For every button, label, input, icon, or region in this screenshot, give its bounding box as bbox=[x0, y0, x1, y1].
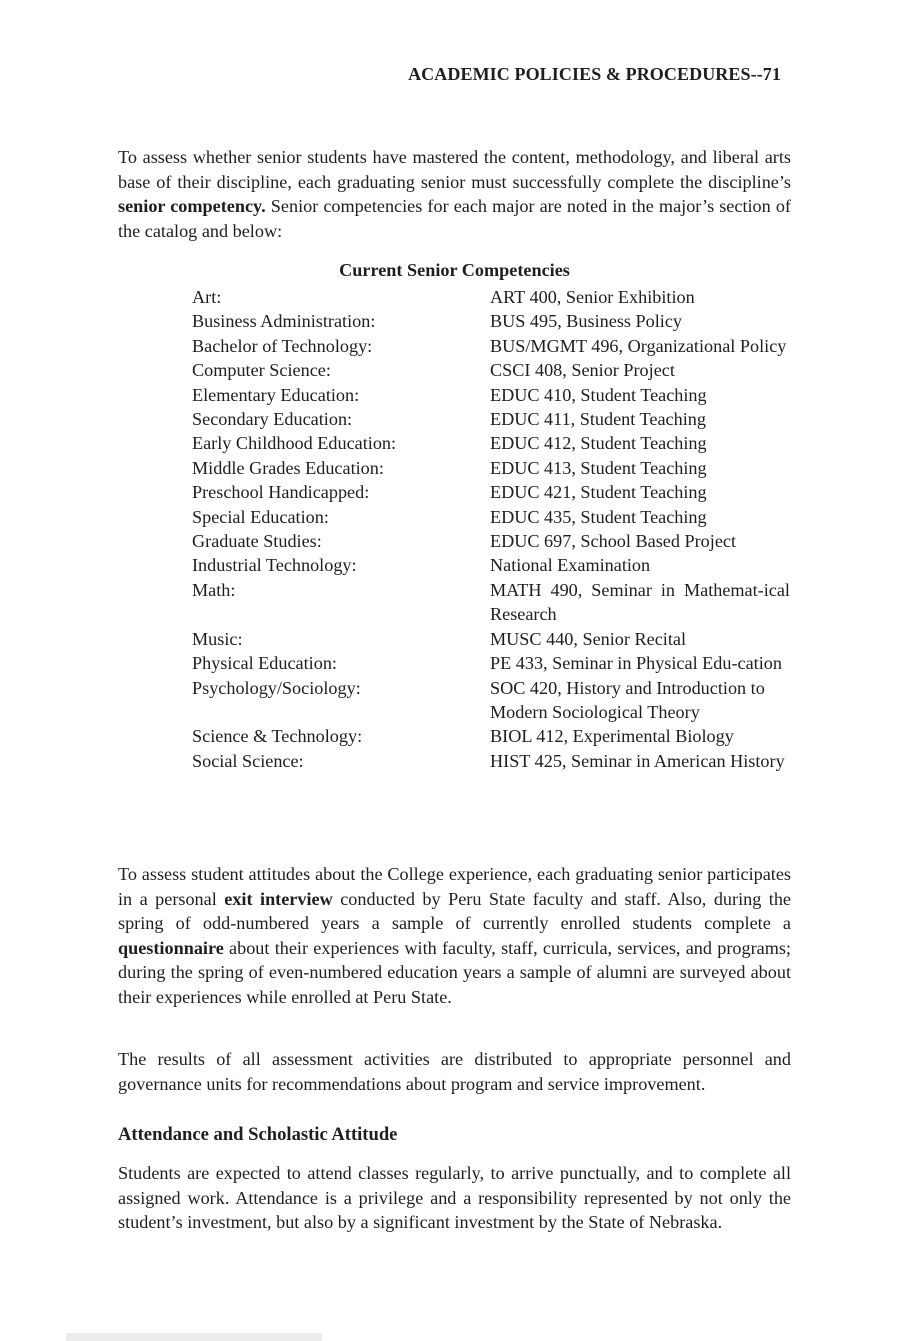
competency-row bbox=[192, 676, 792, 725]
competency-field: Music: bbox=[192, 628, 243, 649]
competency-row bbox=[192, 480, 792, 504]
competency-field: Middle Grades Education: bbox=[192, 457, 384, 478]
competency-requirement: HIST 425, Seminar in American History bbox=[490, 750, 785, 771]
scan-edge-mark bbox=[66, 1333, 322, 1341]
competency-row bbox=[192, 553, 792, 577]
competency-row bbox=[192, 407, 792, 431]
competency-field: Art: bbox=[192, 287, 222, 307]
senior-competency-paragraph bbox=[118, 145, 791, 243]
competency-field: Graduate Studies: bbox=[192, 531, 322, 552]
competency-field: Secondary Education: bbox=[192, 409, 353, 430]
competency-requirement: EDUC 421, Student Teaching bbox=[490, 482, 707, 503]
competency-field: Math: bbox=[192, 579, 236, 600]
competency-requirement: EDUC 412, Student Teaching bbox=[490, 433, 707, 454]
competency-requirement: EDUC 411, Student Teaching bbox=[490, 409, 706, 430]
competency-requirement: EDUC 697, School Based Project bbox=[490, 531, 737, 552]
competency-requirement: EDUC 413, Student Teaching bbox=[490, 457, 707, 478]
attitudes-text-3: about their experiences with faculty, staff, curricula, services, and programs; during the spring of even-numbered education years a sample of alumni are surveyed about their experiences while enrolled at Peru State. bbox=[118, 937, 791, 1007]
competency-field: Bachelor of Technology: bbox=[192, 335, 373, 356]
intro-text-end: Senior competencies for each major are noted in the major’s section of the catalog and below: bbox=[118, 196, 791, 241]
competency-row bbox=[192, 285, 792, 309]
competency-requirement: BIOL 412, Experimental Biology bbox=[490, 726, 734, 747]
competency-row bbox=[192, 749, 792, 773]
senior-competency-term: senior competency. bbox=[118, 196, 266, 217]
competency-field: Special Education: bbox=[192, 506, 329, 527]
competency-row bbox=[192, 431, 792, 455]
competency-field: Business Administration: bbox=[192, 311, 376, 332]
competencies-title: Current Senior Competencies bbox=[339, 260, 570, 280]
competency-requirement: PE 433, Seminar in Physical Edu-cation bbox=[490, 653, 782, 674]
competency-field: Preschool Handicapped: bbox=[192, 482, 370, 503]
competency-requirement: EDUC 435, Student Teaching bbox=[490, 506, 707, 527]
attendance-heading: Attendance and Scholastic Attitude bbox=[118, 1124, 398, 1145]
competency-field: Science & Technology: bbox=[192, 726, 363, 747]
attitudes-text-1: To assess student attitudes about the College experience, each graduating senior participates in a personal bbox=[118, 864, 791, 909]
competency-row bbox=[192, 505, 792, 529]
competency-row bbox=[192, 358, 792, 382]
exit-interview-term: exit interview bbox=[224, 888, 333, 909]
competency-field: Elementary Education: bbox=[192, 384, 360, 405]
competency-requirement: MUSC 440, Senior Recital bbox=[490, 628, 687, 649]
competency-row bbox=[192, 529, 792, 553]
competency-requirement: BUS 495, Business Policy bbox=[490, 311, 683, 332]
competency-field: Industrial Technology: bbox=[192, 555, 357, 576]
competency-row bbox=[192, 724, 792, 748]
attitudes-paragraph bbox=[118, 862, 791, 1010]
competency-field: Social Science: bbox=[192, 750, 304, 771]
competency-requirement: BUS/MGMT 496, Organizational Policy bbox=[490, 335, 787, 356]
competency-row bbox=[192, 627, 792, 651]
results-paragraph: The results of all assessment activities are distributed to appropriate personnel and governance units for recommendations about program and service improvement. bbox=[118, 1049, 791, 1094]
competency-requirement: CSCI 408, Senior Project bbox=[490, 360, 675, 381]
competency-requirement: EDUC 410, Student Teaching bbox=[490, 384, 707, 405]
intro-text-start: To assess whether senior students have mastered the content, methodology, and liberal arts base of their discipline, each graduating senior must successfully complete the discipline’s bbox=[118, 147, 791, 192]
competency-row bbox=[192, 309, 792, 333]
competency-row bbox=[192, 578, 792, 627]
competencies-table bbox=[192, 285, 792, 773]
competency-row bbox=[192, 456, 792, 480]
competency-field: Computer Science: bbox=[192, 360, 331, 381]
competency-row bbox=[192, 383, 792, 407]
competency-field: Early Childhood Education: bbox=[192, 433, 397, 454]
competency-requirement: ART 400, Senior Exhibition bbox=[490, 287, 695, 307]
attitudes-text-2: conducted by Peru State faculty and staff. Also, during the spring of odd-numbered years a sample of currently enrolled students complete a bbox=[118, 888, 792, 934]
competency-requirement: MATH 490, Seminar in Mathemat-ical Research bbox=[490, 579, 790, 625]
competency-row bbox=[192, 334, 792, 358]
competency-row bbox=[192, 651, 792, 675]
attendance-paragraph: Students are expected to attend classes regularly, to arrive punctually, and to complete all assigned work. Attendance is a privilege and a responsibility represented by not only the student’s investment, but also by a significant investment by the State of Nebraska. bbox=[118, 1163, 791, 1233]
competency-requirement: SOC 420, History and Introduction to Modern Sociological Theory bbox=[490, 677, 765, 722]
competency-field: Physical Education: bbox=[192, 653, 337, 674]
questionnaire-term: questionnaire bbox=[118, 937, 224, 958]
running-header: ACADEMIC POLICIES & PROCEDURES--71 bbox=[408, 64, 781, 84]
competency-field: Psychology/Sociology: bbox=[192, 677, 361, 698]
competency-requirement: National Examination bbox=[490, 555, 651, 576]
